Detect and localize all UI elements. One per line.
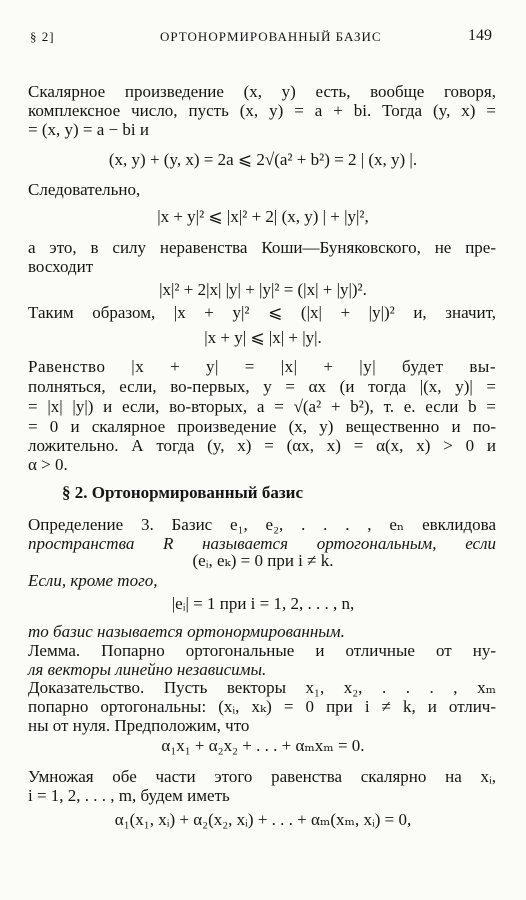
text-line: попарно ортогональны: (xᵢ, xₖ) = 0 при i ≠ k, и отлич-	[28, 697, 496, 716]
formula: α₁x₁ + α₂x₂ + . . . + αₘxₘ = 0.	[161, 736, 365, 755]
section-heading: § 2. Ортонормированный базис	[62, 483, 303, 502]
text-line: пространства R называется ортогональным, если	[28, 534, 496, 553]
text-line: ля векторы линейно независимы.	[28, 660, 267, 679]
text-line: Таким образом, |x + y|² ⩽ (|x| + |y|)² и, значит,	[28, 303, 496, 322]
text-line: Определение 3. Базис e₁, e₂, . . . , eₙ евклидова	[28, 515, 496, 534]
formula: (eᵢ, eₖ) = 0 при i ≠ k.	[192, 551, 334, 570]
text-line: Лемма. Попарно ортогональные и отличные от ну-	[28, 641, 496, 660]
formula: α₁(x₁, xᵢ) + α₂(x₂, xᵢ) + . . . + αₘ(xₘ, xᵢ) = 0,	[114, 810, 412, 829]
formula: |x|² + 2|x| |y| + |y|² = (|x| + |y|)².	[159, 280, 367, 299]
text-line: = |x| |y|) и если, во-вторых, a = √(a² + b²), т. е. если b =	[28, 397, 496, 416]
running-title: ОРТОНОРМИРОВАННЫЙ БАЗИС	[160, 29, 382, 44]
formula: |x + y|² ⩽ |x|² + 2| (x, y) | + |y|²,	[157, 207, 369, 226]
text-line: i = 1, 2, . . . , m, будем иметь	[28, 786, 230, 805]
text-line: Если, кроме того,	[28, 571, 158, 590]
text-line: Умножая обе части этого равенства скалярно на xᵢ,	[28, 767, 496, 786]
formula: |eᵢ| = 1 при i = 1, 2, . . . , n,	[171, 594, 355, 613]
text-line: комплексное число, пусть (x, y) = a + bi. Тогда (y, x) =	[28, 101, 496, 120]
text-line: Равенство |x + y| = |x| + |y| будет вы-	[28, 357, 496, 376]
text-line: = (x, y) = a − bi и	[28, 120, 149, 139]
text-line: полняться, если, во-первых, y = αx (и тогда |(x, y)| =	[28, 377, 496, 396]
text-line: α > 0.	[28, 455, 68, 474]
text-line: Скалярное произведение (x, y) есть, вообще говоря,	[28, 82, 496, 101]
text-line: а это, в силу неравенства Коши—Буняковского, не пре-	[28, 238, 496, 257]
text-line: Следовательно,	[28, 180, 141, 199]
text-line: то базис называется ортонормированным.	[28, 622, 345, 641]
section-mark: § 2]	[30, 29, 55, 44]
text-line: Доказательство. Пусть векторы x₁, x₂, . . . , xₘ	[28, 678, 496, 697]
page-number: 149	[468, 27, 492, 44]
formula: |x + y| ⩽ |x| + |y|.	[204, 328, 322, 347]
text-line: = 0 и скалярное произведение (x, y) вещественно и по-	[28, 417, 496, 436]
text-line: ны от нуля. Предположим, что	[28, 716, 250, 735]
text-line: восходит	[28, 257, 94, 276]
formula: (x, y) + (y, x) = 2a ⩽ 2√(a² + b²) = 2 | (x, y) |.	[108, 150, 418, 169]
text-line: ложительно. А тогда (y, x) = (αx, x) = α(x, x) > 0 и	[28, 436, 496, 455]
